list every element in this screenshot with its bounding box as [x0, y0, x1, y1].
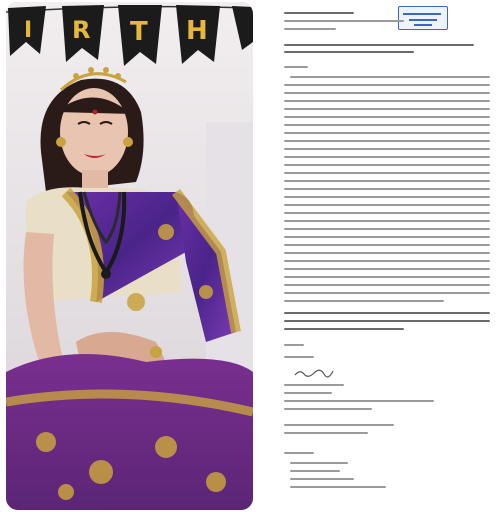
letter-page [280, 4, 494, 508]
banner-letter: H [186, 16, 208, 46]
portrait-photo [6, 2, 253, 510]
banner-letter: R [72, 16, 91, 44]
portrait-illustration [6, 2, 253, 510]
scanned-letter [260, 0, 498, 512]
signature [294, 368, 334, 378]
received-stamp [398, 6, 448, 30]
banner-letter: T [130, 17, 148, 47]
banner-letter: I [24, 18, 33, 43]
